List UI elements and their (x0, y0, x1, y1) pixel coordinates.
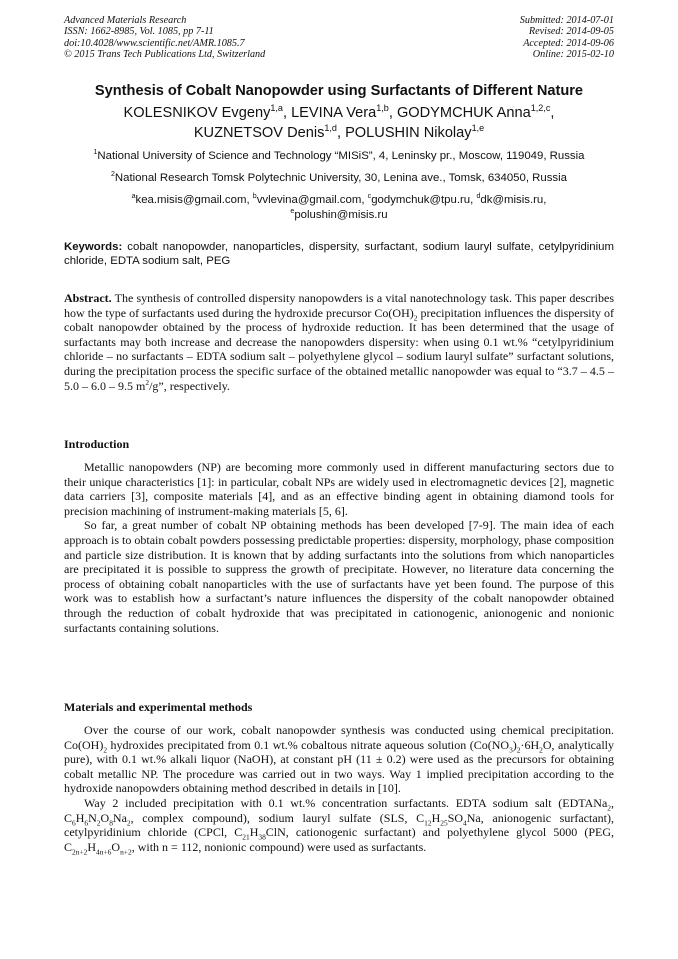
abstract (64, 291, 614, 393)
text-run: H (75, 810, 85, 825)
journal-header-left (64, 15, 265, 61)
subscript: 25 (440, 817, 448, 827)
text-run: O (100, 810, 110, 825)
text-run: ClN, cationogenic surfactant) and polyethylene glycol 5000 (PEG, C (64, 825, 614, 854)
text-run: H (431, 810, 441, 825)
subscript: 38 (258, 832, 266, 842)
author-affiliation-sup: 1,e (471, 123, 485, 134)
journal-name: Advanced Materials Research (64, 15, 187, 26)
email-separator: , (470, 194, 477, 206)
author-separator: , (388, 105, 397, 121)
text-run: Over the course of our work, cobalt nanopowder synthesis was conducted using chemical precipitation. Co(OH) (64, 723, 614, 752)
subscript: 2 (539, 744, 543, 754)
subscript: 2 (607, 803, 611, 813)
revised-date: Revised: 2014-09-05 (528, 26, 614, 38)
email-separator: , (361, 194, 368, 206)
text-run: H (249, 825, 259, 840)
affiliation-text: National Research Tomsk Polytechnic University, 30, Lenina ave., Tomsk, 634050, Russia (114, 172, 567, 184)
subscript: 4 (463, 817, 467, 827)
accepted-date: Accepted: 2014-09-06 (523, 37, 614, 49)
email-sup: b (252, 193, 257, 201)
subscript: 21 (242, 832, 250, 842)
author-affiliation-sup: 1,d (324, 123, 337, 134)
author-name: LEVINA Vera (291, 105, 377, 121)
abstract-label: Abstract. (64, 291, 112, 305)
keywords (64, 240, 614, 268)
subscript: 12 (424, 817, 432, 827)
doi-line: doi:10.4028/www.scientific.net/AMR.1085.7 (64, 37, 245, 49)
abstract-text: /g”, respectively. (149, 378, 230, 393)
email-link[interactable]: kea.misis@gmail.com (135, 194, 247, 206)
author-name: POLUSHIN Nikolay (345, 125, 472, 141)
subscript: 6 (72, 817, 76, 827)
email-link[interactable]: polushin@misis.ru (294, 209, 388, 221)
intro-paragraph: Metallic nanopowders (NP) are becoming more commonly used in different manufacturing sectors due to their unique characteristics [1]: in particular, cobalt NPs are widely used in electromagnetic devices [2], magnetic data carriers [3], composite materials [4], and as an effective binding agent in obtaining diamond tools for precision machining of instrument-making materials [5, 6]. (64, 460, 614, 518)
subscript: 8 (109, 817, 113, 827)
submitted-date: Submitted: 2014-07-01 (519, 15, 614, 26)
email-link[interactable]: godymchuk@tpu.ru (371, 194, 471, 206)
text-run: SO (447, 810, 464, 825)
text-run: ·6H (520, 737, 540, 752)
email-separator: , (246, 194, 253, 206)
text-run: Na (112, 810, 127, 825)
methods-paragraph (64, 795, 614, 857)
text-run: O, analytically pure), with 0.1 wt.% alkali liquor (NaOH), at constant pH (11 ± 0.2) were used as the precursors for obtaining cobalt metallic NP. The procedure was carried out in two ways. Way 1 implied precipitation according to the hydroxide nanopowders obtaining method described in details in [10]. (64, 737, 615, 796)
author-separator: , (282, 105, 292, 121)
subscript: 2n+2 (72, 847, 88, 857)
author-name: KOLESNIKOV Evgeny (123, 105, 271, 121)
subscript: 2 (516, 744, 521, 754)
subscript: 2 (103, 744, 108, 754)
author-name: GODYMCHUK Anna (396, 105, 531, 121)
abstract-superscript: 2 (145, 377, 150, 387)
author-affiliation-sup: 1,2,c (530, 103, 551, 114)
subscript: n+2 (120, 847, 132, 857)
intro-paragraph: So far, a great number of cobalt NP obtaining methods has been developed [7-9]. The main idea of each approach is to obtain cobalt powders possessing predictable properties: dispersity, morphology, phase composition and particle size distribution. It is known that by adding surfactants into the solutions from which nanoparticles are precipitated it is possible to suppress the growth of precipitate. However, no literature data concerning the process of obtaining cobalt nanoparticles with the use of surfactants have yet been found. The purpose of this work was to establish how a surfactant’s nature influences the dispersity of the cobalt nanopowder obtained through the reduction of cobalt hydroxide that was precipitated in cationogenic, anionogenic and nonionic surfactants containing solutions. (64, 518, 614, 635)
email-sup: a (131, 193, 136, 201)
introduction-body (64, 460, 614, 635)
abstract-text: The synthesis of controlled dispersity nanopowders is a vital nanotechnology task. This paper describes how the type of surfactants used during the hydroxide precursor Co(OH) (64, 291, 614, 320)
online-date: Online: 2015-02-10 (532, 49, 614, 61)
issn-line: ISSN: 1662-8985, Vol. 1085, pp 7-11 (64, 26, 214, 38)
text-run: O (111, 839, 121, 854)
email-list (40, 193, 638, 223)
author-affiliation-sup: 1,b (376, 103, 389, 114)
author-separator: , (336, 125, 346, 141)
email-link[interactable]: dk@misis.ru (480, 194, 544, 206)
copyright-line: © 2015 Trans Tech Publications Ltd, Switzerland (64, 49, 266, 61)
email-sup: e (290, 208, 295, 216)
text-run: ) (512, 737, 517, 752)
abstract-text: precipitation influences the dispersity of cobalt nanopowder obtained by the process of hydroxide reduction. It has been determined that the usage of surfactants may both increase and decrease the nanopowders dispersity: when using 0.1 wt.% “cetylpyridinium chloride – no surfactants – EDTA sodium salt – polyethylene glycol – sodium lauryl sulfate” surfactant solutions, during the precipitation process the specific surface of the obtained metallic nanopowder was equal to “3.7 – 4.5 – 5.0 – 6.0 – 9.5 m (64, 305, 614, 393)
keywords-label: Keywords: (64, 241, 123, 253)
affiliation-sup: 1 (93, 149, 98, 157)
text-run: N (88, 810, 97, 825)
subscript: 3 (509, 744, 513, 754)
journal-header-right (520, 15, 614, 61)
text-run: Way 2 included precipitation with 0.1 wt.% concentration surfactants. EDTA sodium salt (EDTANa (84, 795, 608, 810)
author-list (40, 103, 638, 143)
paper-title: Synthesis of Cobalt Nanopowder using Surfactants of Different Nature (94, 83, 584, 99)
subscript: 2 (126, 817, 131, 827)
author-affiliation-sup: 1,a (270, 103, 283, 114)
methods-paragraph (64, 723, 614, 796)
text-run: , complex compound), sodium lauryl sulfate (SLS, C (130, 810, 425, 825)
section-heading-introduction: Introduction (64, 437, 130, 451)
subscript: 4n+6 (96, 847, 112, 857)
text-run: hydroxides precipitated from 0.1 wt.% cobaltous nitrate aqueous solution (Co(NO (107, 737, 510, 752)
section-heading-methods: Materials and experimental methods (64, 700, 253, 714)
affiliation-2 (40, 171, 638, 185)
keywords-text: cobalt nanopowder, nanoparticles, dispersity, surfactant, sodium lauryl sulfate, cetylpyridinium chloride, EDTA sodium salt, PEG (64, 241, 614, 267)
email-sup: d (476, 193, 481, 201)
text-run: , C (64, 795, 614, 825)
methods-body (64, 723, 615, 857)
affiliation-1 (40, 149, 638, 163)
email-separator: , (543, 194, 547, 206)
email-link[interactable]: vvlevina@gmail.com (256, 194, 362, 206)
abstract-subscript: 2 (413, 312, 418, 322)
text-run: H (87, 839, 97, 854)
subscript: 6 (84, 817, 89, 827)
text-run: , with n = 112, nonionic compound) were used as surfactants. (131, 839, 427, 854)
text-run: Na, anionogenic surfactant), cetylpyridinium chloride (CPCl, C (64, 810, 614, 840)
affiliation-text: National University of Science and Technology “MISiS”, 4, Leninsky pr., Moscow, 119049, Russia (97, 150, 585, 162)
author-name: KUZNETSOV Denis (193, 125, 325, 141)
email-sup: c (367, 193, 372, 201)
author-separator: , (550, 105, 555, 121)
subscript: 2 (96, 817, 101, 827)
affiliation-sup: 2 (111, 171, 115, 179)
